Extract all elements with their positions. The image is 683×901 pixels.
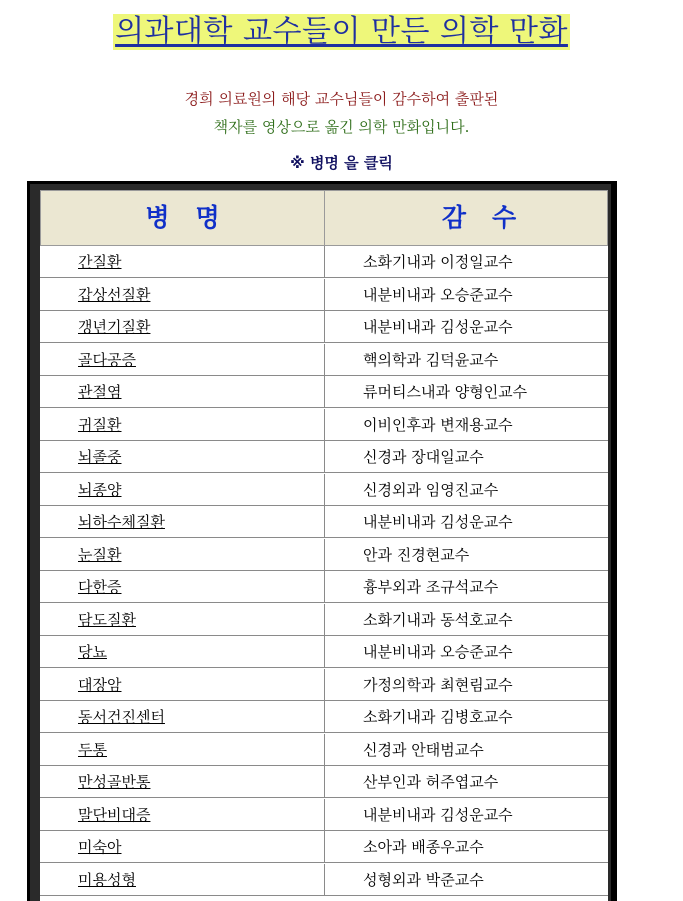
table-row xyxy=(40,799,608,831)
table-row xyxy=(40,376,608,408)
supervisor-text: 신경외과 임영진교수 xyxy=(363,480,499,499)
column-divider xyxy=(324,864,325,895)
column-divider xyxy=(324,604,325,635)
disease-link[interactable]: 담도질환 xyxy=(78,610,136,629)
supervisor-text: 소화기내과 동석호교수 xyxy=(363,610,513,629)
column-divider xyxy=(324,766,325,797)
column-divider xyxy=(324,311,325,342)
column-divider xyxy=(324,734,325,765)
intro-line-1 xyxy=(0,89,683,109)
supervisor-text: 흉부외과 조규석교수 xyxy=(363,578,499,596)
table-row xyxy=(40,701,608,733)
supervisor-text: 내분비내과 김성운교수 xyxy=(363,318,513,336)
table-row xyxy=(40,279,608,311)
table-row xyxy=(40,669,608,701)
table-row xyxy=(40,409,608,441)
title-wrap xyxy=(0,14,683,50)
column-divider xyxy=(324,539,325,570)
supervisor-text: 산부인과 허주엽교수 xyxy=(363,773,499,791)
column-divider xyxy=(324,636,325,667)
disease-link[interactable]: 말단비대증 xyxy=(78,805,151,824)
table-row xyxy=(40,571,608,603)
disease-link[interactable]: 뇌졸중 xyxy=(78,448,122,466)
supervisor-text: 소화기내과 김병호교수 xyxy=(363,708,513,726)
table-row xyxy=(40,539,608,571)
disease-link[interactable]: 귀질환 xyxy=(78,415,122,434)
disease-link[interactable]: 골다공증 xyxy=(78,350,136,369)
supervisor-text: 성형외과 박준교수 xyxy=(363,870,484,889)
disease-link[interactable]: 뇌종양 xyxy=(78,480,122,499)
table-row xyxy=(40,734,608,766)
supervisor-text: 류머티스내과 양형인교수 xyxy=(363,383,528,401)
disease-link[interactable]: 대장암 xyxy=(78,675,122,694)
column-divider xyxy=(324,441,325,472)
disease-table-frame xyxy=(27,181,617,901)
column-divider xyxy=(324,669,325,700)
table-row xyxy=(40,766,608,798)
intro-line-2-text: 책자를 영상으로 옮긴 의학 만화입니다. xyxy=(213,118,470,136)
table-row xyxy=(40,636,608,668)
header-supervisor: 감수 xyxy=(441,203,543,232)
disease-link[interactable]: 동서건진센터 xyxy=(78,708,165,726)
disease-link[interactable]: 갑상선질환 xyxy=(78,285,151,304)
supervisor-text: 핵의학과 김덕윤교수 xyxy=(363,350,499,369)
disease-link[interactable]: 관절염 xyxy=(78,383,122,401)
disease-link[interactable]: 간질환 xyxy=(78,253,122,271)
supervisor-text: 소화기내과 이정일교수 xyxy=(363,253,513,271)
table-row xyxy=(40,506,608,538)
supervisor-text: 내분비내과 김성운교수 xyxy=(363,513,513,531)
column-divider xyxy=(324,474,325,505)
disease-link[interactable]: 다한증 xyxy=(78,578,122,596)
supervisor-text: 이비인후과 변재용교수 xyxy=(363,415,513,434)
table-row xyxy=(40,831,608,863)
header-disease: 병명 xyxy=(41,191,325,245)
column-divider xyxy=(324,344,325,375)
disease-link[interactable]: 두통 xyxy=(78,740,107,759)
disease-link[interactable]: 만성골반통 xyxy=(78,773,151,791)
column-divider xyxy=(324,571,325,602)
column-divider xyxy=(324,831,325,862)
column-divider xyxy=(324,701,325,732)
table-row xyxy=(40,864,608,896)
table-row xyxy=(40,344,608,376)
table-row xyxy=(40,474,608,506)
disease-table xyxy=(40,190,608,901)
column-divider xyxy=(324,799,325,830)
supervisor-text: 가정의학과 최현림교수 xyxy=(363,675,513,694)
disease-link[interactable]: 미숙아 xyxy=(78,838,122,856)
click-instruction: ※ 병명 을 클릭 xyxy=(290,154,393,172)
supervisor-text: 신경과 장대일교수 xyxy=(363,448,484,466)
disease-link[interactable]: 당뇨 xyxy=(78,643,107,661)
page-title: 의과대학 교수들이 만든 의학 만화 xyxy=(115,14,568,49)
supervisor-text: 신경과 안태범교수 xyxy=(363,740,484,759)
column-divider xyxy=(324,506,325,537)
supervisor-text: 소아과 배종우교수 xyxy=(363,838,484,856)
column-divider xyxy=(324,279,325,310)
supervisor-text: 내분비내과 오승준교수 xyxy=(363,285,513,304)
intro-line-2 xyxy=(0,117,683,137)
supervisor-text: 내분비내과 오승준교수 xyxy=(363,643,513,661)
table-header xyxy=(40,190,608,246)
table-row xyxy=(40,604,608,636)
supervisor-text: 내분비내과 김성운교수 xyxy=(363,805,513,824)
disease-link[interactable]: 미용성형 xyxy=(78,870,136,889)
intro-line-1-rest: 감수하여 출판된 xyxy=(387,90,499,108)
table-row xyxy=(40,246,608,278)
intro-line-1-red: 경희 의료원의 해당 교수님들이 xyxy=(184,90,388,108)
disease-link[interactable]: 갱년기질환 xyxy=(78,318,151,336)
disease-link[interactable]: 눈질환 xyxy=(78,545,122,564)
table-row xyxy=(40,441,608,473)
column-divider xyxy=(324,246,325,277)
table-row xyxy=(40,311,608,343)
column-divider xyxy=(324,376,325,407)
supervisor-text: 안과 진경현교수 xyxy=(363,545,470,564)
column-divider xyxy=(324,409,325,440)
disease-link[interactable]: 뇌하수체질환 xyxy=(78,513,165,531)
